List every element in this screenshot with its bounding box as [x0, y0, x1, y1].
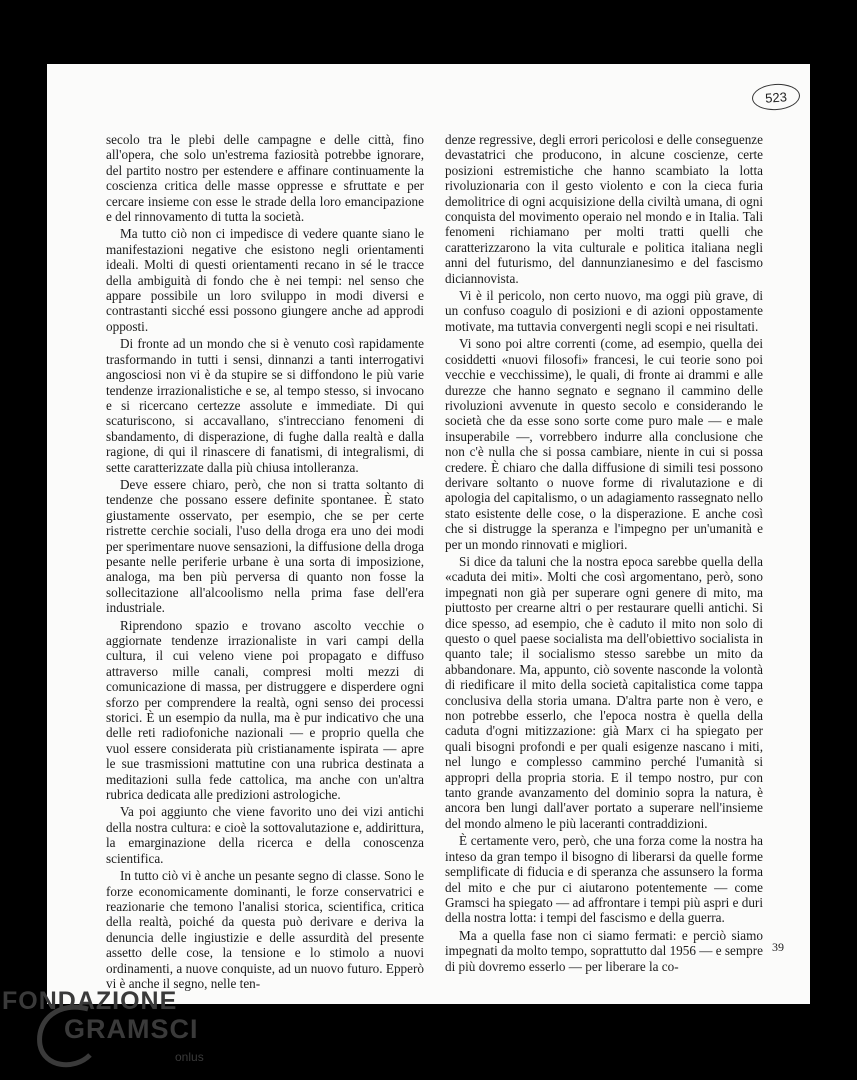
paragraph: Di fronte ad un mondo che si è venuto così rapidamente trasformando in tutti i sensi, dinnanzi a tanti interrogativi angosciosi non vi è da stupire se si diffondono le più varie tendenze irrazionalistiche e se, al tempo stesso, si invocano e si ricercano certezze assolute e immediate. Di qui scaturiscono, si accavallano, s'intrecciano fenomeni di sbandamento, di disperazione, di fughe dalla realtà e dalla ragione, di qui il rinascere di fanatismi, di integralismi, di sette caratterizzate dalla più chiusa intolleranza. — [106, 336, 424, 475]
paragraph: secolo tra le plebi delle campagne e delle città, fino all'opera, che solo un'estrema faziosità potrebbe ignorare, del partito nostro per estendere e affinare continuamente la coscienza critica delle masse oppresse e sfruttate e per cercare insieme con esse le strade della loro emancipazione e del rinnovamento di tutta la società. — [106, 132, 424, 225]
page-number: 39 — [772, 940, 784, 954]
paragraph: È certamente vero, però, che una forza come la nostra ha inteso da gran tempo il bisogno di liberarsi da quelle forme semplificate di fiducia e di speranza che assunsero la forma del mito e che pur ci aiutarono potentemente — come Gramsci ha spiegato — ad affrontare i tempi più aspri e duri della nostra lotta: i tempi del fascismo e della guerra. — [445, 833, 763, 926]
paragraph: Si dice da taluni che la nostra epoca sarebbe quella della «caduta dei miti». Molti che così argomentano, però, sono impegnati non già per superare ogni genere di mito, ma piuttosto per crearne altri o per restaurare quelli antichi. Si dice spesso, ad esempio, che è caduto il mito non solo di questo o quel paese socialista ma dell'obiettivo socialista in quanto tale; il socialismo stesso sarebbe un mito da abbandonare. Ma, appunto, ciò sovente nasconde la volontà di riedificare il mito della società capitalistica come tappa conclusiva della storia umana. D'altra parte non è vero, e non potrebbe esserlo, che l'epoca nostra è quella della caduta d'ogni mitizzazione: già Marx ci ha spiegato per quali bisogni profondi e per quali esigenze nascano i miti, nel lungo e complesso cammino perché l'umanità si appropri della propria storia. E il tempo nostro, pur con tanto grande avanzamento del dominio sopra la natura, è ancora ben lungi dall'aver portato a superare nell'insieme del mondo almeno le più laceranti contraddizioni. — [445, 553, 763, 831]
paragraph: Va poi aggiunto che viene favorito uno dei vizi antichi della nostra cultura: e cioè la sottovalutazione e, addirittura, la emarginazione della ricerca e della conoscenza scientifica. — [106, 804, 424, 866]
paragraph: Vi sono poi altre correnti (come, ad esempio, quella dei cosiddetti «nuovi filosofi» francesi, le cui teorie sono poi vecchie e vecchissime), le quali, di fronte ai drammi e alle durezze che hanno segnato e segnano il cammino delle rivoluzioni avvenute in questo secolo e considerando le società che da esse sono sorte come puro male — e male insuperabile —, vorrebbero indurre alla conclusione che non c'è nulla che si possa cambiare, niente in cui si possa credere. È chiaro che dalla diffusione di simili tesi possono derivare soltanto o nuove forme di rivalutazione e di apologia del capitalismo, o un adagiamento rassegnato nello stato esistente delle cose, o la disperazione. E anche così che si distrugge la speranza e l'impegno per un'umanità e per un mondo rinnovati e migliori. — [445, 336, 763, 552]
logo-line-3: onlus — [175, 1050, 204, 1064]
paragraph: In tutto ciò vi è anche un pesante segno di classe. Sono le forze economicamente dominanti, le forze conservatrici e reazionarie che temono l'analisi storica, scientifica, critica della realtà, poiché da questa può derivare e deriva la denuncia delle ingiustizie e delle assurdità del presente assetto delle cose, la tensione e lo stimolo a nuovi ordinamenti, a nuove conquiste, ad un nuovo futuro. Epperò vi è anche il segno, nelle ten- — [106, 868, 424, 991]
paragraph: Deve essere chiaro, però, che non si tratta soltanto di tendenze che possano essere definite spontanee. È stato giustamente osservato, per esempio, che se per certe ristrette cerchie sociali, l'uso della droga era uno dei modi per sperimentare nuove sensazioni, la diffusione della droga pesante nelle periferie urbane è una sorta di imposizione, analoga, ma ben più perversa di quanto non fosse la sollecitazione all'alcoolismo nella prima fase dell'era industriale. — [106, 476, 424, 616]
paragraph: Vi è il pericolo, non certo nuovo, ma oggi più grave, di un confuso coagulo di posizioni e di azioni oppostamente motivate, ma tuttavia convergenti negli scopi e nei risultati. — [445, 288, 763, 334]
right-column — [445, 132, 763, 976]
left-column — [106, 132, 424, 993]
paragraph: Ma a quella fase non ci siamo fermati: e perciò siamo impegnati da molto tempo, soprattutto dal 1956 — e sempre di più dovremo esserlo — per liberare la co- — [445, 927, 763, 974]
logo-line-1: FONDAZIONE — [2, 987, 178, 1015]
logo-line-2: GRAMSCI — [64, 1014, 199, 1044]
archive-stamp: 523 — [751, 82, 801, 111]
paragraph: Ma tutto ciò non ci impedisce di vedere quante siano le manifestazioni negative che esistono negli orientamenti ideali. Molti di questi orientamenti recano in sé le tracce della ambiguità di fondo che è nei tempi: nel senso che appare possibile un loro sviluppo in modi diversi e contrastanti sicché essi possono giungere anche ad approdi opposti. — [106, 226, 424, 334]
paragraph: denze regressive, degli errori pericolosi e delle conseguenze devastatrici che producono, in alcune coscienze, certe posizioni estremistiche che hanno scambiato la lotta rivoluzionaria con il gesto violento e con la cieca furia demolitrice di ogni acquisizione della civiltà umana, di ogni conquista del movimento operaio nel mondo e in Italia. Tali fenomeni richiamano per molti tratti quelli che caratterizzarono la vita culturale e politica italiana negli anni del futurismo, del dannunzianesimo e del fascismo diciannovista. — [445, 132, 763, 286]
fondazione-gramsci-logo — [2, 985, 222, 1080]
document-page — [47, 64, 810, 1004]
paragraph: Riprendono spazio e trovano ascolto vecchie o aggiornate tendenze irrazionaliste in vari campi della cultura, il cui veleno viene poi propagato e diffuso attraverso mille canali, compresi molti mezzi di comunicazione di massa, per distruggere e disperdere ogni sforzo per comprendere la realtà, ogni senso dei processi storici. È un esempio da nulla, ma è pur indicativo che una delle reti radiofoniche nazionali — e proprio quella che vuol essere considerata più cristianamente ispirata — apre le sue trasmissioni mattutine con una rubrica destinata a meditazioni sulla fede cattolica, ma anche con un'altra rubrica dedicata alle predizioni astrologiche. — [106, 617, 424, 803]
